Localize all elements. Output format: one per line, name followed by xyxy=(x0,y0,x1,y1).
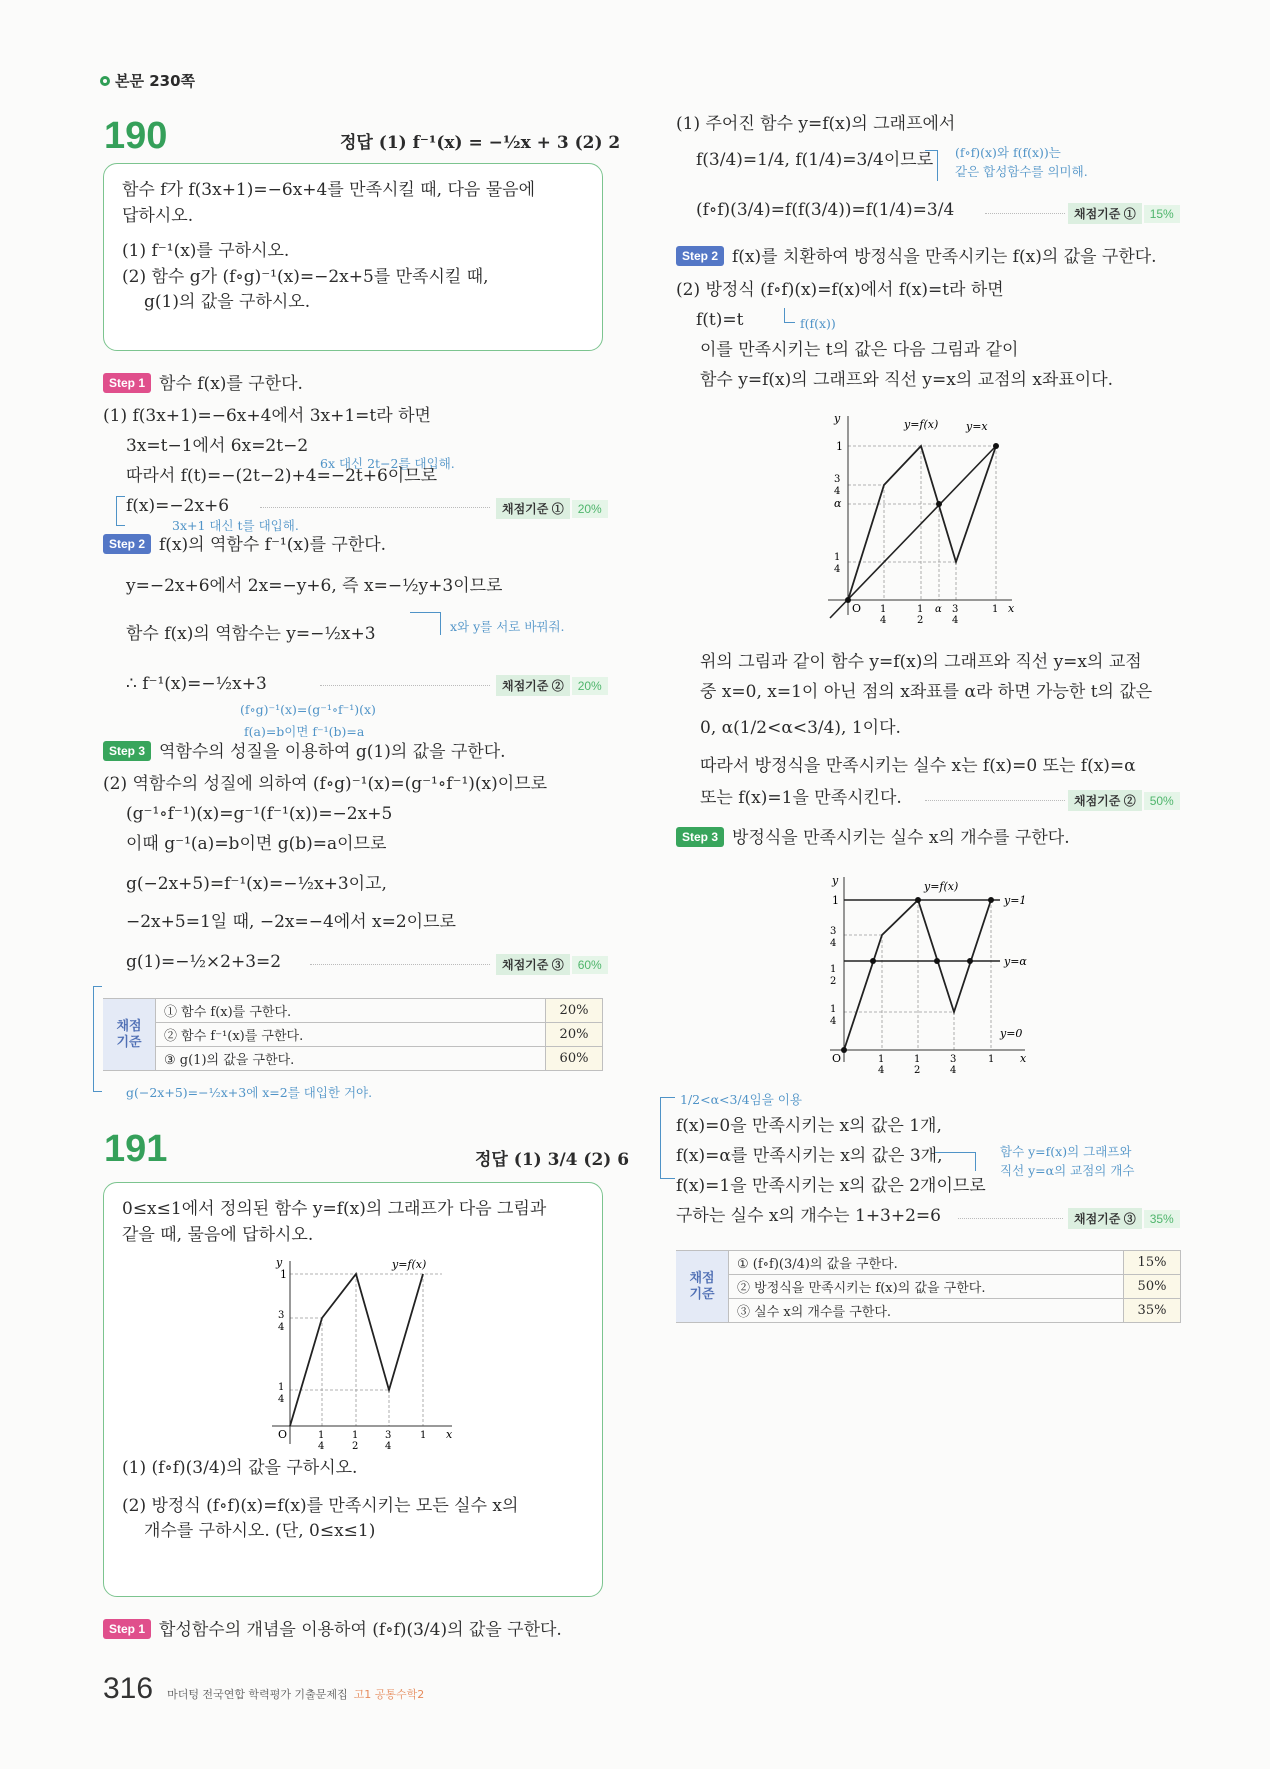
solution-line: ∴ f⁻¹(x)=−½x+3 xyxy=(126,674,267,694)
table-cell: ② 방정식을 만족시키는 f(x)의 값을 구한다. xyxy=(729,1275,1124,1299)
svg-text:4: 4 xyxy=(385,1441,392,1452)
table-cell: ③ g(1)의 값을 구한다. xyxy=(156,1047,546,1071)
svg-text:1: 1 xyxy=(917,604,924,615)
book-info xyxy=(167,1686,424,1702)
step2-heading-191 xyxy=(676,245,1157,271)
dotted-leader xyxy=(260,507,490,508)
solution-line: y=−2x+6에서 2x=−y+6, 즉 x=−½y+3이므로 xyxy=(126,576,503,596)
step-badge: Step 3 xyxy=(103,741,151,761)
table-cell: ② 함수 f⁻¹(x)를 구한다. xyxy=(156,1023,546,1047)
svg-text:4: 4 xyxy=(834,486,841,497)
solution-line: 중 x=0, x=1이 아닌 점의 x좌표를 α라 하면 가능한 t의 값은 xyxy=(700,682,1153,702)
svg-text:4: 4 xyxy=(278,1394,285,1405)
scoring-criteria-1 xyxy=(496,498,608,519)
problem-text: 답하시오. xyxy=(122,205,194,226)
graph-label: y=x xyxy=(966,420,988,433)
annotation-note: 함수 y=f(x)의 그래프와 xyxy=(1000,1144,1132,1159)
answer-190 xyxy=(340,128,620,153)
book-subject: 고1 공통수학2 xyxy=(353,1688,425,1701)
criteria-percent: 50% xyxy=(1144,792,1180,810)
answer-label: 정답 xyxy=(475,1150,508,1169)
solution-line: g(1)=−½×2+3=2 xyxy=(126,952,282,972)
dotted-leader xyxy=(958,1218,1063,1219)
step-title: f(x)를 치환하여 방정식을 만족시키는 f(x)의 값을 구한다. xyxy=(732,247,1157,267)
dotted-leader xyxy=(985,213,1065,214)
scoring-table-190 xyxy=(103,998,603,1071)
sub-question-2-cont: g(1)의 값을 구하시오. xyxy=(144,292,311,312)
table-row xyxy=(676,1251,1181,1275)
scoring-table-191 xyxy=(676,1250,1181,1323)
solution-line: 또는 f(x)=1을 만족시킨다. xyxy=(700,788,902,808)
sub-question-1: (1) f⁻¹(x)를 구하시오. xyxy=(122,241,290,261)
solution-line: (2) 역함수의 성질에 의하여 (f∘g)⁻¹(x)=(g⁻¹∘f⁻¹)(x)이므로 xyxy=(103,774,548,794)
svg-text:O: O xyxy=(852,602,862,615)
page-reference xyxy=(100,70,195,91)
annotation-note: (f∘f)(x)와 f(f(x))는 xyxy=(955,145,1061,160)
step-title: 합성함수의 개념을 이용하여 (f∘f)(3/4)의 값을 구한다. xyxy=(159,1620,562,1640)
annotation-note: 6x 대신 2t−2를 대입해. xyxy=(320,456,455,471)
annotation-arrow xyxy=(93,986,102,1092)
sub-question-1: (1) (f∘f)(3/4)의 값을 구하시오. xyxy=(122,1458,358,1478)
solution-line: 0, α(1/2<α<3/4), 1이다. xyxy=(700,718,901,738)
solution-line: 함수 f(x)의 역함수는 y=−½x+3 xyxy=(126,624,376,644)
step1-heading-191 xyxy=(103,1618,562,1644)
dotted-leader xyxy=(925,800,1065,801)
svg-text:1: 1 xyxy=(992,604,999,615)
answer-191 xyxy=(475,1145,629,1170)
annotation-note: f(a)=b이면 f⁻¹(b)=a xyxy=(244,724,365,739)
svg-text:1: 1 xyxy=(318,1430,325,1441)
svg-text:1: 1 xyxy=(914,1054,921,1065)
svg-text:4: 4 xyxy=(830,938,837,949)
annotation-note: 1/2<α<3/4임을 이용 xyxy=(680,1092,802,1107)
scoring-criteria-1 xyxy=(1068,203,1180,224)
criteria-label: 채점기준 ② xyxy=(496,675,570,696)
svg-text:2: 2 xyxy=(914,1065,921,1076)
svg-text:1: 1 xyxy=(878,1054,885,1065)
svg-text:3: 3 xyxy=(278,1310,285,1321)
solution-line: 이때 g⁻¹(a)=b이면 g(b)=a이므로 xyxy=(126,834,387,854)
annotation-arrow xyxy=(784,308,795,323)
book-title: 마더텅 전국연합 학력평가 기출문제집 xyxy=(167,1688,348,1701)
annotation-note: f(f(x)) xyxy=(800,316,836,331)
graph-label: y=1 xyxy=(1004,894,1027,907)
reference-label: 본문 230쪽 xyxy=(115,72,196,90)
solution-line: (g⁻¹∘f⁻¹)(x)=g⁻¹(f⁻¹(x))=−2x+5 xyxy=(126,804,393,824)
sub-question-2: (2) 함수 g가 (f∘g)⁻¹(x)=−2x+5를 만족시킬 때, xyxy=(122,266,489,287)
step-title: 역함수의 성질을 이용하여 g(1)의 값을 구한다. xyxy=(159,742,506,762)
table-head: 채점 기준 xyxy=(676,1251,729,1323)
graph-horizontal-lines xyxy=(820,872,1040,1076)
answer-value: (1) f⁻¹(x) = −½x + 3 (2) 2 xyxy=(378,133,621,153)
svg-text:1: 1 xyxy=(836,440,843,453)
svg-text:3: 3 xyxy=(385,1430,392,1441)
annotation-note: 직선 y=α의 교점의 개수 xyxy=(1000,1163,1135,1178)
solution-line: (f∘f)(3/4)=f(f(3/4))=f(1/4)=3/4 xyxy=(696,200,955,220)
svg-text:4: 4 xyxy=(950,1065,957,1076)
svg-text:2: 2 xyxy=(352,1441,359,1452)
svg-text:4: 4 xyxy=(952,615,959,626)
svg-text:1: 1 xyxy=(880,604,887,615)
solution-line: 위의 그림과 같이 함수 y=f(x)의 그래프와 직선 y=x의 교점 xyxy=(700,652,1142,672)
table-head: 채점 기준 xyxy=(103,999,156,1071)
criteria-percent: 35% xyxy=(1144,1210,1180,1228)
step-badge: Step 3 xyxy=(676,827,724,847)
solution-line: 따라서 f(t)=−(2t−2)+4=−2t+6이므로 xyxy=(126,466,438,486)
table-cell: 15% xyxy=(1124,1251,1181,1275)
criteria-percent: 20% xyxy=(572,677,608,695)
graph-label: y=f(x) xyxy=(924,880,959,893)
criteria-percent: 60% xyxy=(572,956,608,974)
criteria-label: 채점기준 ① xyxy=(1068,203,1142,224)
annotation-note: 3x+1 대신 t를 대입해. xyxy=(172,518,299,533)
annotation-note: (f∘g)⁻¹(x)=(g⁻¹∘f⁻¹)(x) xyxy=(240,702,376,717)
table-cell: ③ 실수 x의 개수를 구한다. xyxy=(729,1299,1124,1323)
table-row xyxy=(103,1047,603,1071)
solution-line: f(3/4)=1/4, f(1/4)=3/4이므로 xyxy=(696,150,934,170)
solution-line: −2x+5=1일 때, −2x=−4에서 x=2이므로 xyxy=(126,912,456,932)
sub-question-2-cont: 개수를 구하시오. (단, 0≤x≤1) xyxy=(144,1521,376,1541)
solution-line: (2) 방정식 (f∘f)(x)=f(x)에서 f(x)=t라 하면 xyxy=(676,280,1004,300)
graph-label: y=f(x) xyxy=(392,1258,427,1271)
annotation-note: 같은 합성함수를 의미해. xyxy=(955,164,1088,179)
solution-line: f(x)=−2x+6 xyxy=(126,496,230,516)
svg-text:x: x xyxy=(446,1428,453,1441)
svg-text:y: y xyxy=(832,874,839,887)
table-row xyxy=(103,1023,603,1047)
step-badge: Step 2 xyxy=(103,534,151,554)
svg-text:x: x xyxy=(1008,602,1015,615)
solution-line: 이를 만족시키는 t의 값은 다음 그림과 같이 xyxy=(700,340,1019,360)
svg-text:α: α xyxy=(834,497,842,510)
svg-text:1: 1 xyxy=(420,1430,427,1441)
answer-value: (1) 3/4 (2) 6 xyxy=(513,1150,630,1170)
step-badge: Step 1 xyxy=(103,373,151,393)
solution-line: (1) f(3x+1)=−6x+4에서 3x+1=t라 하면 xyxy=(103,406,431,426)
svg-text:3: 3 xyxy=(950,1054,957,1065)
solution-line: (1) 주어진 함수 y=f(x)의 그래프에서 xyxy=(676,114,956,134)
annotation-arrow xyxy=(660,1097,675,1179)
step3-heading-190 xyxy=(103,740,506,766)
svg-text:4: 4 xyxy=(878,1065,885,1076)
annotation-arrow xyxy=(410,612,441,635)
solution-line: f(x)=0을 만족시키는 x의 값은 1개, xyxy=(676,1116,942,1136)
table-cell: ① (f∘f)(3/4)의 값을 구한다. xyxy=(729,1251,1124,1275)
svg-text:2: 2 xyxy=(917,615,924,626)
page-number: 316 xyxy=(103,1672,154,1705)
solution-line: 3x=t−1에서 6x=2t−2 xyxy=(126,436,309,456)
criteria-percent: 15% xyxy=(1144,205,1180,223)
annotation-note: x와 y를 서로 바꿔줘. xyxy=(450,619,565,634)
criteria-label: 채점기준 ③ xyxy=(496,954,570,975)
svg-text:1: 1 xyxy=(278,1382,285,1393)
page-footer xyxy=(103,1672,424,1706)
scoring-criteria-3 xyxy=(1068,1208,1180,1229)
annotation-note: g(−2x+5)=−½x+3에 x=2를 대입한 거야. xyxy=(126,1085,373,1100)
svg-text:4: 4 xyxy=(830,1016,837,1027)
problem-text: 함수 f가 f(3x+1)=−6x+4를 만족시킬 때, 다음 물음에 xyxy=(122,180,535,200)
step-badge: Step 2 xyxy=(676,246,724,266)
dotted-leader xyxy=(320,685,490,686)
problem-text: 같을 때, 물음에 답하시오. xyxy=(122,1224,314,1245)
annotation-arrow xyxy=(925,150,938,181)
svg-text:α: α xyxy=(935,604,942,615)
step-badge: Step 1 xyxy=(103,1619,151,1639)
circle-bullet-icon xyxy=(100,76,110,86)
solution-line: f(x)=1을 만족시키는 x의 값은 2개이므로 xyxy=(676,1176,986,1196)
dotted-leader xyxy=(310,964,490,965)
solution-line: g(−2x+5)=f⁻¹(x)=−½x+3이고, xyxy=(126,874,387,894)
table-cell: 60% xyxy=(546,1047,603,1071)
criteria-label: 채점기준 ① xyxy=(496,498,570,519)
svg-text:4: 4 xyxy=(278,1322,285,1333)
step3-heading-191 xyxy=(676,826,1070,852)
table-cell: 20% xyxy=(546,999,603,1023)
step-title: f(x)의 역함수 f⁻¹(x)를 구한다. xyxy=(159,535,387,555)
svg-text:1: 1 xyxy=(834,552,841,563)
question-number-191: 191 xyxy=(104,1128,168,1170)
function-graph-191 xyxy=(262,1256,462,1452)
problem-box-191 xyxy=(103,1182,603,1597)
scoring-criteria-2 xyxy=(1068,790,1180,811)
svg-text:x: x xyxy=(1020,1052,1027,1065)
table-row xyxy=(103,999,603,1023)
problem-text: 0≤x≤1에서 정의된 함수 y=f(x)의 그래프가 다음 그림과 xyxy=(122,1199,547,1219)
table-row xyxy=(676,1275,1181,1299)
table-row xyxy=(676,1299,1181,1323)
svg-text:1: 1 xyxy=(988,1054,995,1065)
step1-heading-190 xyxy=(103,372,303,398)
svg-text:O: O xyxy=(832,1052,842,1065)
graph-label: y=α xyxy=(1004,955,1027,968)
svg-text:1: 1 xyxy=(832,894,839,907)
table-cell: 35% xyxy=(1124,1299,1181,1323)
table-cell: 20% xyxy=(546,1023,603,1047)
svg-text:4: 4 xyxy=(880,615,887,626)
solution-line: 구하는 실수 x의 개수는 1+3+2=6 xyxy=(676,1206,941,1226)
scoring-criteria-2 xyxy=(496,675,608,696)
svg-text:O: O xyxy=(278,1428,288,1441)
svg-text:1: 1 xyxy=(352,1430,359,1441)
svg-text:2: 2 xyxy=(830,976,837,987)
question-number-190: 190 xyxy=(104,115,168,157)
graph-label: y=0 xyxy=(1000,1027,1023,1040)
annotation-arrow xyxy=(116,496,125,526)
step-title: 함수 f(x)를 구한다. xyxy=(159,374,303,394)
sub-question-2: (2) 방정식 (f∘f)(x)=f(x)를 만족시키는 모든 실수 x의 xyxy=(122,1495,519,1516)
solution-line: 따라서 방정식을 만족시키는 실수 x는 f(x)=0 또는 f(x)=α xyxy=(700,756,1136,776)
criteria-percent: 20% xyxy=(572,500,608,518)
svg-text:3: 3 xyxy=(834,474,841,485)
svg-text:3: 3 xyxy=(952,604,959,615)
svg-text:1: 1 xyxy=(830,1004,837,1015)
svg-text:y: y xyxy=(834,412,841,425)
step2-heading-190 xyxy=(103,533,386,559)
solution-line: 함수 y=f(x)의 그래프와 직선 y=x의 교점의 x좌표이다. xyxy=(700,370,1114,390)
svg-text:4: 4 xyxy=(834,564,841,575)
answer-label: 정답 xyxy=(340,133,373,152)
scoring-criteria-3 xyxy=(496,954,608,975)
table-cell: 50% xyxy=(1124,1275,1181,1299)
svg-text:4: 4 xyxy=(318,1441,325,1452)
criteria-label: 채점기준 ② xyxy=(1068,790,1142,811)
svg-text:1: 1 xyxy=(830,964,837,975)
criteria-label: 채점기준 ③ xyxy=(1068,1208,1142,1229)
graph-label: y=f(x) xyxy=(904,418,939,431)
solution-line: f(t)=t xyxy=(696,310,744,330)
graph-intersection-yx xyxy=(820,410,1020,626)
step-title: 방정식을 만족시키는 실수 x의 개수를 구한다. xyxy=(732,828,1070,848)
annotation-arrow xyxy=(935,1152,976,1171)
table-cell: ① 함수 f(x)를 구한다. xyxy=(156,999,546,1023)
solution-line: f(x)=α를 만족시키는 x의 값은 3개, xyxy=(676,1146,943,1166)
svg-text:1: 1 xyxy=(280,1268,287,1281)
svg-text:y: y xyxy=(276,1256,283,1269)
svg-text:3: 3 xyxy=(830,926,837,937)
problem-box-190 xyxy=(103,163,603,351)
